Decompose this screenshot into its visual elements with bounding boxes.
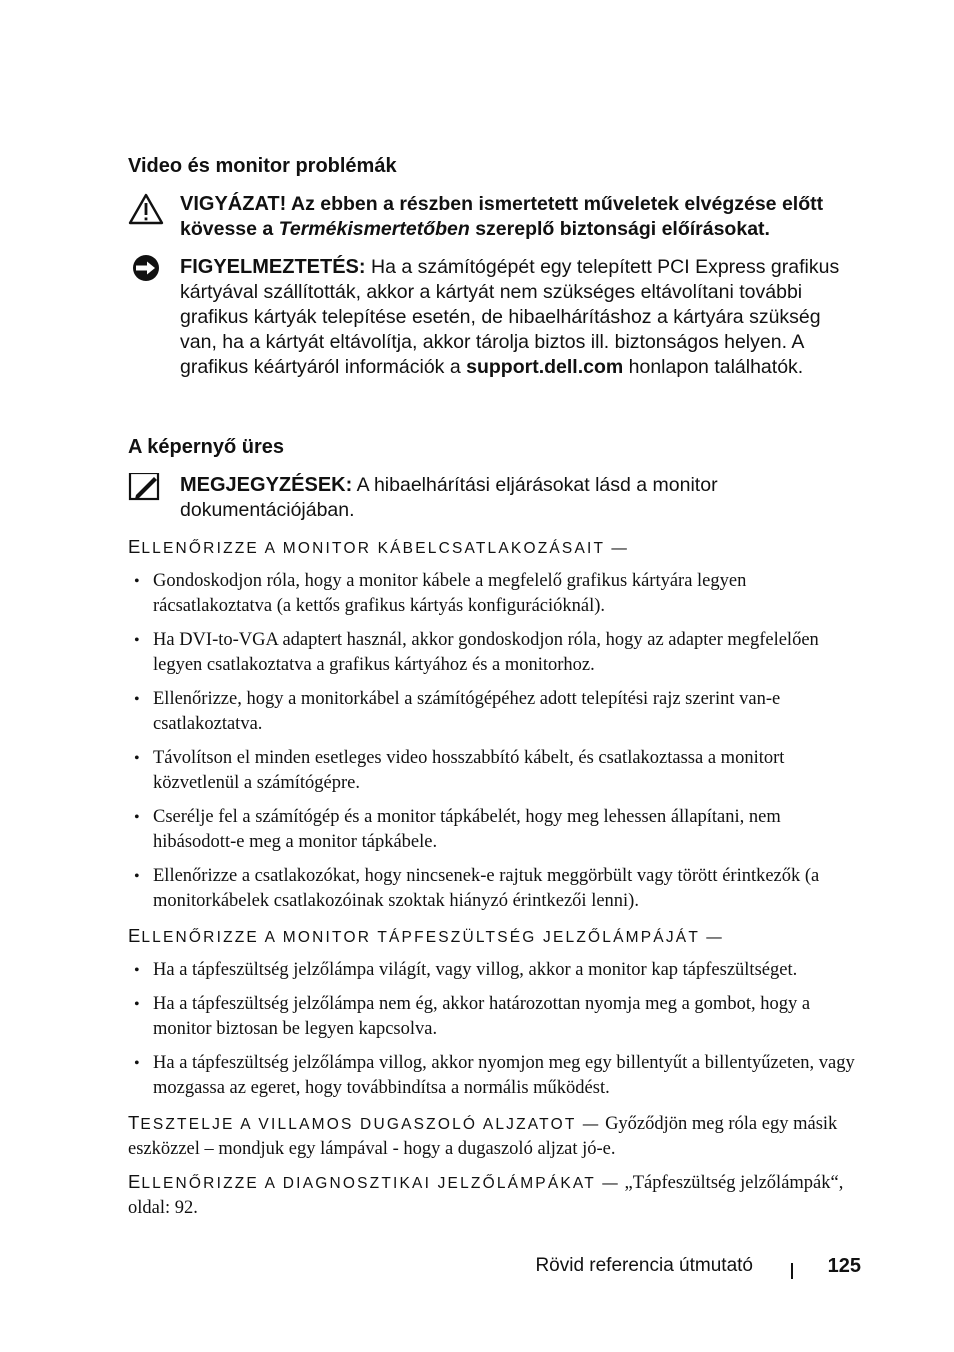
heading-check-diag-rest: LLENŐRIZZE A DIAGNOSZTIKAI JELZŐLÁMPÁKAT — (141, 1175, 620, 1192)
list-item: • Ha a tápfeszültség jelzőlámpa nem ég, akkor határozottan nyomja meg a gombot, hogy a monitor biztosan be legyen kapcsolva. (134, 994, 811, 1039)
notice-lead: FIGYELMEZTETÉS: (180, 256, 366, 278)
list-item: • Ha DVI-to-VGA adaptert használ, akkor gondoskodjon róla, hogy az adapter megfelelően legyen csatlakoztatva a grafikus kártyához és a monitorhoz. (134, 630, 819, 675)
heading-check-power-cap: E (128, 925, 142, 946)
warning-lead: VIGYÁZAT! (180, 193, 287, 215)
heading-test-outlet (128, 1112, 601, 1133)
note-pencil-icon (128, 473, 164, 509)
warning-body-b: szereplő biztonsági előírásokat. (469, 218, 770, 240)
section-title: Video és monitor problémák (128, 155, 397, 177)
check-cable-list (128, 569, 858, 923)
list-item: • Ellenőrizze a csatlakozókat, hogy nincsenek-e rajtuk meggörbült vagy törött érintkezők (a monitorkábelek csatlakozóinak szoktak hiányzó érintkezői lenni). (134, 866, 820, 911)
heading-check-diag (128, 1171, 620, 1192)
notice-text (180, 255, 860, 380)
warning-body-a: Az ebben a részben ismertetett műveletek elvégzése előtt kövesse a (180, 193, 824, 240)
list-item-text: Ha DVI-to-VGA adaptert használ, akkor gondoskodjon róla, hogy az adapter megfelelően legyen csatlakoztatva a grafikus kártyához és a monitorhoz. (153, 630, 819, 675)
list-item-text: Ha a tápfeszültség jelzőlámpa világít, vagy villog, akkor a monitor kap tápfeszültséget. (153, 960, 798, 980)
page-footer (128, 1255, 861, 1285)
warning-text (180, 192, 860, 242)
heading-check-cable-rest: LLENŐRIZZE A MONITOR KÁBELCSATLAKOZÁSAIT — (141, 540, 630, 557)
heading-check-power-rest: LLENŐRIZZE A MONITOR TÁPFESZÜLTSÉG JELZŐLÁMPÁJÁT — (141, 929, 724, 946)
heading-check-power (128, 925, 858, 947)
heading-check-cable (128, 536, 858, 558)
test-outlet-paragraph (128, 1110, 858, 1162)
note-lead: MEGJEGYZÉSEK: (180, 474, 353, 496)
list-item: • Ellenőrizze, hogy a monitorkábel a számítógépéhez adott telepítési rajz szerint van-e csatlakoztatva. (134, 689, 781, 734)
list-item: • Távolítson el minden esetleges video hosszabbító kábelt, és csatlakoztassa a monitort közvetlenül a számítógépre. (134, 748, 785, 793)
warning-body-italic: Termékismertetőben (278, 218, 470, 240)
list-item-text: Ha a tápfeszültség jelzőlámpa villog, akkor nyomjon meg egy billentyűt a billentyűzeten, vagy mozgassa az egeret, hogy továbbindítsa a normális működést. (153, 1053, 855, 1098)
list-item: • Ha a tápfeszültség jelzőlámpa világít, vagy villog, akkor a monitor kap tápfeszültséget. (134, 960, 798, 980)
note-text (180, 473, 860, 523)
heading-check-diag-cap: E (128, 1171, 142, 1192)
heading-test-outlet-rest: ESZTELJE A VILLAMOS DUGASZOLÓ ALJZATOT — (140, 1116, 601, 1133)
page-number: 125 (827, 1255, 861, 1277)
check-power-list (128, 958, 858, 1110)
heading-check-cable-cap: E (128, 536, 142, 557)
check-diag-text: „Tápfeszültség jelzőlámpák“, oldal: 92. (128, 1173, 844, 1218)
list-item-text: Gondoskodjon róla, hogy a monitor kábele a megfelelő grafikus kártyára legyen rácsatlakoztatva (a kettős grafikus kártyás konfigurációknál). (153, 571, 747, 616)
heading-test-outlet-cap: T (128, 1112, 141, 1133)
list-item: • Gondoskodjon róla, hogy a monitor kábele a megfelelő grafikus kártyára legyen rácsatlakoztatva (a kettős grafikus kártyás konfigurációknál). (134, 571, 747, 616)
list-item-text: Cserélje fel a számítógép és a monitor tápkábelét, hogy meg lehessen állapítani, nem hibásodott-e meg a monitor tápkábele. (153, 807, 781, 852)
list-item: • Ha a tápfeszültség jelzőlámpa villog, akkor nyomjon meg egy billentyűt a billentyűzeten, vagy mozgassa az egeret, hogy továbbindítsa a normális működést. (134, 1053, 855, 1098)
list-item-text: Távolítson el minden esetleges video hosszabbító kábelt, és csatlakoztassa a monitort közvetlenül a számítógépre. (153, 748, 785, 793)
notice-link[interactable]: support.dell.com (466, 356, 624, 378)
list-item-text: Ellenőrizze, hogy a monitorkábel a számítógépéhez adott telepítési rajz szerint van-e csatlakoztatva. (153, 689, 781, 734)
list-item: • Cserélje fel a számítógép és a monitor tápkábelét, hogy meg lehessen állapítani, nem hibásodott-e meg a monitor tápkábele. (134, 807, 781, 852)
note-body: A hibaelhárítási eljárásokat lásd a monitor dokumentációjában. (180, 474, 718, 521)
list-item-text: Ellenőrizze a csatlakozókat, hogy nincsenek-e rajtuk meggörbült vagy törött érintkezők (a monitorkábelek csatlakozóinak szoktak hiányzó érintkezői lenni). (153, 866, 820, 911)
notice-body-b: honlapon találhatók. (623, 356, 804, 378)
warning-triangle-icon (128, 192, 164, 228)
list-item-text: Ha a tápfeszültség jelzőlámpa nem ég, akkor határozottan nyomja meg a gombot, hogy a monitor biztosan be legyen kapcsolva. (153, 994, 811, 1039)
test-outlet-text: Győződjön meg róla egy másik eszközzel – mondjuk egy lámpával - hogy a dugaszoló aljzat jó-e. (128, 1114, 838, 1159)
subsection-title: A képernyő üres (128, 436, 284, 458)
notice-circle-arrow-icon (128, 255, 164, 291)
footer-divider (791, 1263, 793, 1279)
check-diag-paragraph (128, 1169, 858, 1221)
footer-label: Rövid referencia útmutató (535, 1255, 753, 1276)
notice-body-a: Ha a számítógépét egy telepített PCI Express grafikus kártyával szállították, akkor a kártyát nem szükséges eltávolítani további grafikus kártyák telepítése esetén, de hibaelhárításhoz a kártyára szükség van, ha a kártyát eltávolítja, akkor tárolja biztos ill. biztonságos helyen. A grafikus kéártyáról információk a (180, 256, 840, 378)
